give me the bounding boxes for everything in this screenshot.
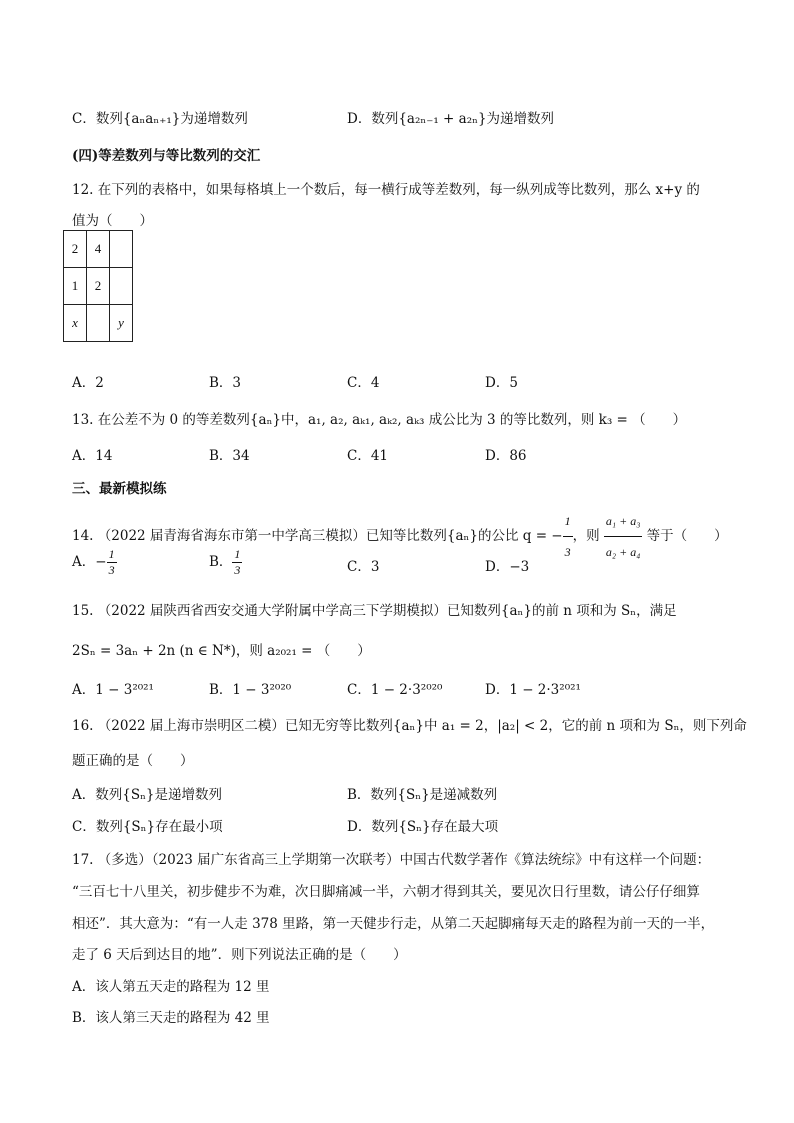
- q14-stem: [72, 506, 728, 567]
- option-fraction: [107, 547, 117, 578]
- q17-stem-line3: 相还”．其大意为：“有一人走 378 里路，第一天健步行走，从第二天起脚痛每天走的路程为前一天的一半，: [72, 916, 715, 932]
- fraction-denominator: 3: [564, 545, 571, 559]
- q13-option-c[interactable]: C．41: [347, 448, 389, 464]
- q11-option-c[interactable]: C．数列{aₙaₙ₊₁}为递增数列: [72, 111, 248, 127]
- grid-cell: [110, 231, 133, 268]
- q16-stem-line1: 16. （2022 届上海市崇明区二模）已知无穷等比数列{aₙ}中 a₁ = 2，|a₂| < 2，它的前 n 项和为 Sₙ，则下列命: [72, 718, 747, 734]
- fraction-numerator: 1: [108, 547, 115, 561]
- section-3-title: 三、最新模拟练: [72, 481, 167, 497]
- q16-option-b[interactable]: B．数列{Sₙ}是递减数列: [347, 787, 498, 803]
- q17-stem-line2: “三百七十八里关，初步健步不为难，次日脚痛减一半，六朝才得到其关，要见次日行里数，请公仔仔细算: [72, 884, 700, 900]
- grid-cell-y: y: [110, 305, 133, 342]
- q14-option-a[interactable]: [72, 547, 117, 578]
- q14-stem-part-a: 14. （2022 届青海省海东市第一中学高三模拟）已知等比数列{aₙ}的公比 q = −: [72, 528, 563, 544]
- q12-stem-line2: 值为（ ）: [72, 213, 153, 229]
- q14-option-d[interactable]: D．−3: [485, 559, 530, 575]
- q15-option-a[interactable]: A．1 − 3²⁰²¹: [72, 682, 154, 698]
- q16-option-c[interactable]: C．数列{Sₙ}存在最小项: [72, 819, 223, 835]
- q13-stem: 13. 在公差不为 0 的等差数列{aₙ}中，a₁, a₂, aₖ₁, aₖ₂, aₖ₃ 成公比为 3 的等比数列，则 k₃ = （ ）: [72, 412, 687, 428]
- fraction-denominator: a₂ + a₄: [605, 545, 641, 559]
- option-prefix: A．−: [72, 554, 107, 570]
- q15-option-d[interactable]: D．1 − 2·3²⁰²¹: [485, 682, 581, 698]
- grid-cell: 4: [87, 231, 110, 268]
- q14-stem-part-c: 等于（ ）: [646, 528, 728, 544]
- q14-stem-part-b: ，则: [572, 528, 600, 544]
- q14-option-b[interactable]: [209, 547, 242, 578]
- q12-option-c[interactable]: C．4: [347, 375, 380, 391]
- q14-option-c[interactable]: C．3: [347, 559, 380, 575]
- section-4-title: (四)等差数列与等比数列的交汇: [72, 148, 261, 164]
- fraction-denominator: 3: [234, 563, 241, 577]
- fraction-numerator: 1: [234, 547, 241, 561]
- q13-option-b[interactable]: B．34: [209, 448, 250, 464]
- q17-stem-line4: 走了 6 天后到达目的地”．则下列说法正确的是（ ）: [72, 947, 407, 963]
- q17-option-a[interactable]: A．该人第五天走的路程为 12 里: [72, 979, 270, 995]
- q11-option-d[interactable]: D．数列{a₂ₙ₋₁ + a₂ₙ}为递增数列: [347, 111, 555, 127]
- q12-option-a[interactable]: A．2: [72, 375, 104, 391]
- fraction-numerator: 1: [563, 506, 573, 537]
- grid-cell: 1: [64, 268, 87, 305]
- q13-option-a[interactable]: A．14: [72, 448, 113, 464]
- q15-stem-line2: 2Sₙ = 3aₙ + 2n (n ∈ N*)，则 a₂₀₂₁ = （ ）: [72, 643, 371, 659]
- q14-expression-fraction: [604, 506, 642, 567]
- grid-cell: [87, 305, 110, 342]
- grid-cell: 2: [87, 268, 110, 305]
- q15-option-b[interactable]: B．1 − 3²⁰²⁰: [209, 682, 292, 698]
- grid-cell: [110, 268, 133, 305]
- grid-cell-x: x: [64, 305, 87, 342]
- q16-stem-line2: 题正确的是（ ）: [72, 753, 194, 769]
- q17-option-b[interactable]: B．该人第三天走的路程为 42 里: [72, 1010, 270, 1026]
- q16-option-d[interactable]: D．数列{Sₙ}存在最大项: [347, 819, 499, 835]
- q17-stem-line1: 17. （多选）（2023 届广东省高三上学期第一次联考）中国古代数学著作《算法统综》中有这样一个问题：: [72, 852, 711, 868]
- q12-stem-line1: 12. 在下列的表格中，如果每格填上一个数后，每一横行成等差数列，每一纵列成等比数列，那么 x+y 的: [72, 182, 700, 198]
- grid-cell: 2: [64, 231, 87, 268]
- q12-number-grid: [63, 230, 133, 342]
- q12-option-d[interactable]: D．5: [485, 375, 518, 391]
- q12-option-b[interactable]: B．3: [209, 375, 242, 391]
- q15-stem-line1: 15. （2022 届陕西省西安交通大学附属中学高三下学期模拟）已知数列{aₙ}的前 n 项和为 Sₙ，满足: [72, 603, 677, 619]
- q14-q-fraction: [563, 506, 573, 567]
- option-fraction: [232, 547, 242, 578]
- option-prefix: B．: [209, 554, 233, 570]
- fraction-numerator: a₁ + a₃: [604, 506, 642, 537]
- q16-option-a[interactable]: A．数列{Sₙ}是递增数列: [72, 787, 223, 803]
- q13-option-d[interactable]: D．86: [485, 448, 527, 464]
- fraction-denominator: 3: [108, 563, 115, 577]
- q15-option-c[interactable]: C．1 − 2·3²⁰²⁰: [347, 682, 443, 698]
